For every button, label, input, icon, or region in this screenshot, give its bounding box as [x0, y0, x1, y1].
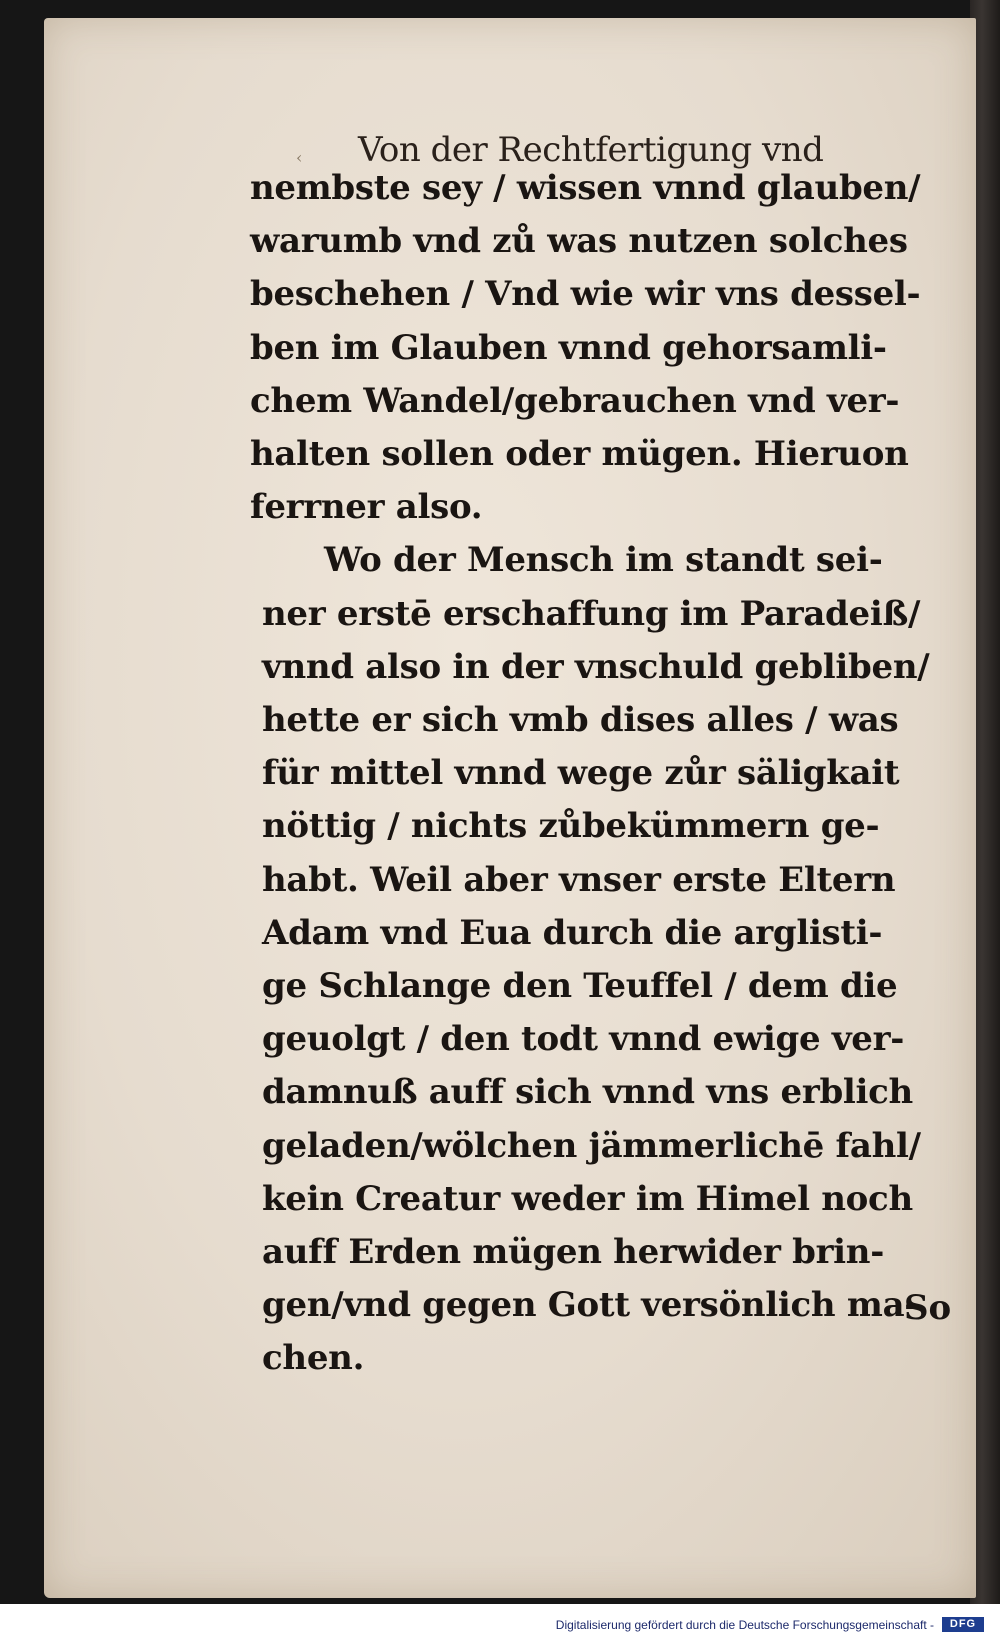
- text-line: ben im Glauben vnnd gehorsamli-: [250, 327, 887, 368]
- text-line: hette er sich vmb dises alles / was: [262, 700, 899, 740]
- text-line: Adam vnd Eua durch die arglisti-: [262, 912, 883, 953]
- text-line: damnuß auff sich vnnd vns erblich: [262, 1072, 913, 1113]
- text-line: nöttig / nichts zůbekümmern ge-: [262, 806, 880, 847]
- text-line: ge Schlange den Teuffel / dem die: [262, 966, 898, 1006]
- text-line: chen.: [262, 1338, 365, 1379]
- text-line: nembste sey / wissen vnnd glauben/: [250, 168, 921, 208]
- text-line: ner erstē erschaffung im Paradeiß/: [262, 593, 921, 634]
- running-head: Von der Rechtfertigung vnd: [358, 130, 824, 170]
- text-line: gen/vnd gegen Gott versönlich ma-: [262, 1285, 919, 1326]
- text-line: halten sollen oder mügen. Hieruon: [250, 434, 909, 474]
- text-line: auff Erden mügen herwider brin-: [262, 1232, 885, 1272]
- footer-bar: [0, 1604, 1000, 1638]
- text-line: chem Wandel/gebrauchen vnd ver-: [250, 380, 900, 421]
- book-page: [44, 18, 976, 1598]
- text-line: vnnd also in der vnschuld gebliben/: [262, 646, 930, 687]
- footer-credit: Digitalisierung gefördert durch die Deutsche Forschungsgemeinschaft -: [555, 1618, 934, 1632]
- text-line: warumb vnd zů was nutzen solches: [250, 221, 908, 262]
- text-line: ferrner also.: [250, 487, 483, 528]
- text-line: kein Creatur weder im Himel noch: [262, 1178, 913, 1219]
- dfg-logo: DFG: [942, 1617, 984, 1632]
- text-line: habt. Weil aber vnser erste Eltern: [262, 859, 896, 900]
- text-line: für mittel vnnd wege zůr säligkait: [262, 753, 900, 794]
- page-mark: ‹: [296, 148, 303, 167]
- catchword: So: [904, 1288, 952, 1328]
- text-line: beschehen / Vnd wie wir vns dessel-: [250, 274, 921, 315]
- text-line: geuolgt / den todt vnnd ewige ver-: [262, 1019, 905, 1060]
- text-line: geladen/wölchen jämmerlichē fahl/: [262, 1125, 921, 1166]
- text-line: Wo der Mensch im standt sei-: [324, 540, 883, 581]
